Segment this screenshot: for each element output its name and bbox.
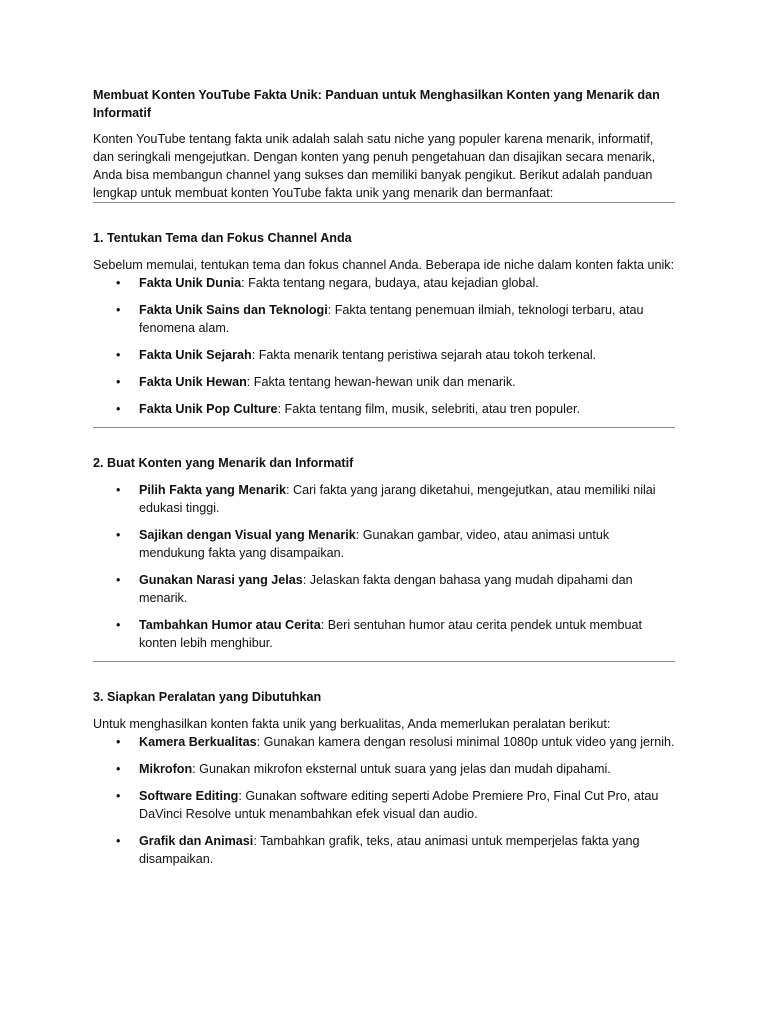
item-term: Sajikan dengan Visual yang Menarik	[139, 528, 356, 542]
bullet-list	[93, 481, 675, 652]
item-desc: : Gunakan software editing seperti Adobe Premiere Pro, Final Cut Pro, atau DaVinci Resolve untuk menambahkan efek visual dan audio.	[139, 789, 659, 821]
item-term: Fakta Unik Pop Culture	[139, 402, 278, 416]
bullet-icon: •	[116, 618, 121, 632]
list-item	[93, 526, 675, 562]
bullet-icon: •	[116, 303, 121, 317]
item-desc: : Tambahkan grafik, teks, atau animasi untuk memperjelas fakta yang disampaikan.	[139, 834, 640, 866]
bullet-icon: •	[116, 375, 121, 389]
item-desc: : Fakta tentang hewan-hewan unik dan menarik.	[246, 375, 516, 389]
item-desc: : Gunakan gambar, video, atau animasi untuk mendukung fakta yang disampaikan.	[139, 528, 610, 560]
section-lead: Untuk menghasilkan konten fakta unik yang berkualitas, Anda memerlukan peralatan berikut:	[93, 717, 611, 731]
section-heading: 1. Tentukan Tema dan Fokus Channel Anda	[93, 231, 352, 245]
item-term: Software Editing	[139, 789, 239, 803]
item-term: Fakta Unik Sains dan Teknologi	[139, 303, 328, 317]
item-desc: : Fakta tentang film, musik, selebriti, atau tren populer.	[277, 402, 580, 416]
document-title: Membuat Konten YouTube Fakta Unik: Panduan untuk Menghasilkan Konten yang Menarik dan Informatif	[93, 88, 660, 120]
section-lead: Sebelum memulai, tentukan tema dan fokus channel Anda. Beberapa ide niche dalam konten fakta unik:	[93, 258, 675, 272]
section-divider	[93, 202, 675, 203]
bullet-icon: •	[116, 528, 121, 542]
list-item	[93, 301, 675, 337]
bullet-icon: •	[116, 402, 121, 416]
item-term: Fakta Unik Hewan	[139, 375, 247, 389]
list-item	[93, 571, 675, 607]
section-heading: 2. Buat Konten yang Menarik dan Informatif	[93, 456, 354, 470]
bullet-icon: •	[116, 789, 121, 803]
intro-paragraph: Konten YouTube tentang fakta unik adalah salah satu niche yang populer karena menarik, informatif, dan seringkali mengejutkan. Dengan konten yang penuh pengetahuan dan disajikan secara menarik, Anda bisa membangun channel yang sukses dan memiliki banyak pengikut. Berikut adalah panduan lengkap untuk membuat konten YouTube fakta unik yang menarik dan bermanfaat:	[93, 132, 656, 200]
list-item	[93, 832, 675, 868]
item-desc: : Gunakan kamera dengan resolusi minimal 1080p untuk video yang jernih.	[256, 735, 675, 749]
document-page	[93, 86, 675, 877]
bullet-list	[93, 274, 675, 418]
list-item	[93, 616, 675, 652]
bullet-icon: •	[116, 573, 121, 587]
bullet-icon: •	[116, 348, 121, 362]
section-divider	[93, 427, 675, 428]
bullet-icon: •	[116, 276, 121, 290]
bullet-icon: •	[116, 762, 121, 776]
item-term: Fakta Unik Dunia	[139, 276, 242, 290]
item-term: Kamera Berkualitas	[139, 735, 257, 749]
list-item	[93, 760, 675, 778]
list-item	[93, 481, 675, 517]
section-divider	[93, 661, 675, 662]
item-desc: : Beri sentuhan humor atau cerita pendek untuk membuat konten lebih menghibur.	[139, 618, 643, 650]
item-desc: : Cari fakta yang jarang diketahui, mengejutkan, atau memiliki nilai edukasi tinggi.	[139, 483, 656, 515]
item-desc: : Fakta tentang penemuan ilmiah, teknologi terbaru, atau fenomena alam.	[139, 303, 644, 335]
item-desc: : Fakta menarik tentang peristiwa sejarah atau tokoh terkenal.	[251, 348, 597, 362]
item-term: Gunakan Narasi yang Jelas	[139, 573, 303, 587]
item-term: Tambahkan Humor atau Cerita	[139, 618, 321, 632]
list-item	[93, 373, 675, 391]
bullet-icon: •	[116, 735, 121, 749]
item-term: Grafik dan Animasi	[139, 834, 254, 848]
section-2	[93, 454, 675, 652]
item-term: Fakta Unik Sejarah	[139, 348, 252, 362]
item-term: Mikrofon	[139, 762, 193, 776]
section-3	[93, 688, 675, 868]
list-item	[93, 787, 675, 823]
item-desc: : Gunakan mikrofon eksternal untuk suara yang jelas dan mudah dipahami.	[192, 762, 611, 776]
list-item	[93, 733, 675, 751]
section-heading: 3. Siapkan Peralatan yang Dibutuhkan	[93, 690, 322, 704]
bullet-list	[93, 733, 675, 868]
list-item	[93, 274, 675, 292]
bullet-icon: •	[116, 834, 121, 848]
item-desc: : Jelaskan fakta dengan bahasa yang mudah dipahami dan menarik.	[139, 573, 633, 605]
bullet-icon: •	[116, 483, 121, 497]
list-item	[93, 400, 675, 418]
list-item	[93, 346, 675, 364]
item-desc: : Fakta tentang negara, budaya, atau kejadian global.	[241, 276, 539, 290]
item-term: Pilih Fakta yang Menarik	[139, 483, 286, 497]
section-1	[93, 229, 675, 418]
